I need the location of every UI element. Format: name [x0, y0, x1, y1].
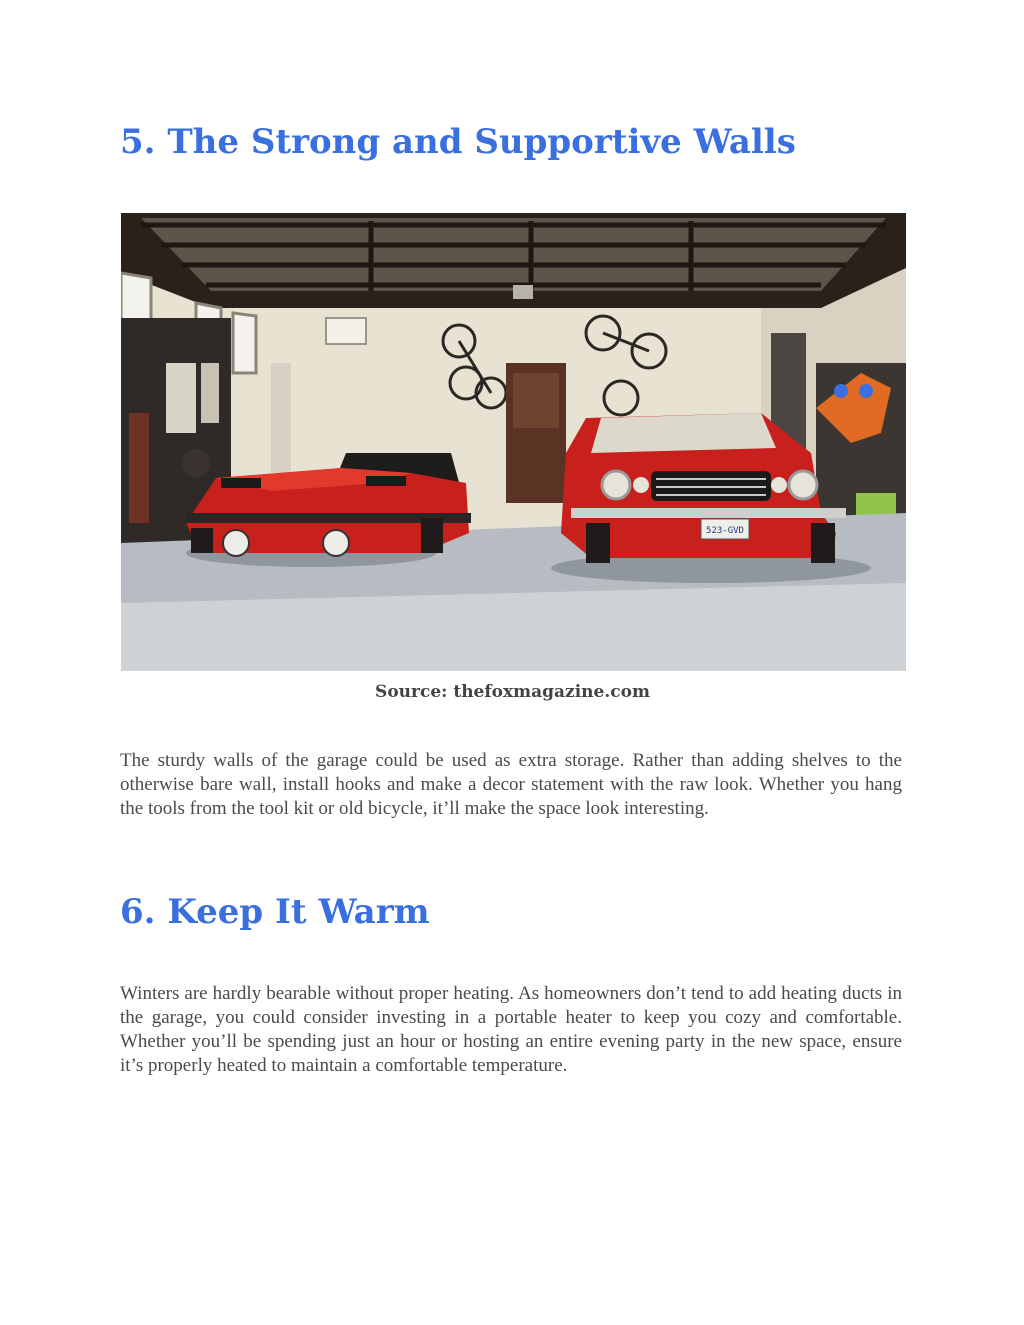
license-plate: 523-GVD [706, 526, 744, 536]
section-6-paragraph: Winters are hardly bearable without proper heating. As homeowners don’t tend to add heating ducts in the garage, you could consider investing in a portable heater to keep you cozy and comfortable. Whether you’ll be spending just an hour or hosting an entire evening party in the new space, ensure it’s properly heated to maintain a comfortable temperature. [120, 983, 902, 1076]
image-source-caption: Source: thefoxmagazine.com [375, 682, 650, 702]
section-6-heading: 6. Keep It Warm [120, 892, 430, 932]
wall-heater [326, 318, 366, 344]
section-5-paragraph: The sturdy walls of the garage could be used as extra storage. Rather than adding shelves to the otherwise bare wall, install hooks and make a decor statement with the raw look. Whether you hang the tools from the tool kit or old bicycle, it’ll make the space look interesting. [120, 750, 902, 819]
garage-illustration [121, 213, 906, 671]
section-5-heading: 5. The Strong and Supportive Walls [120, 122, 796, 162]
garage-photo [121, 213, 906, 671]
